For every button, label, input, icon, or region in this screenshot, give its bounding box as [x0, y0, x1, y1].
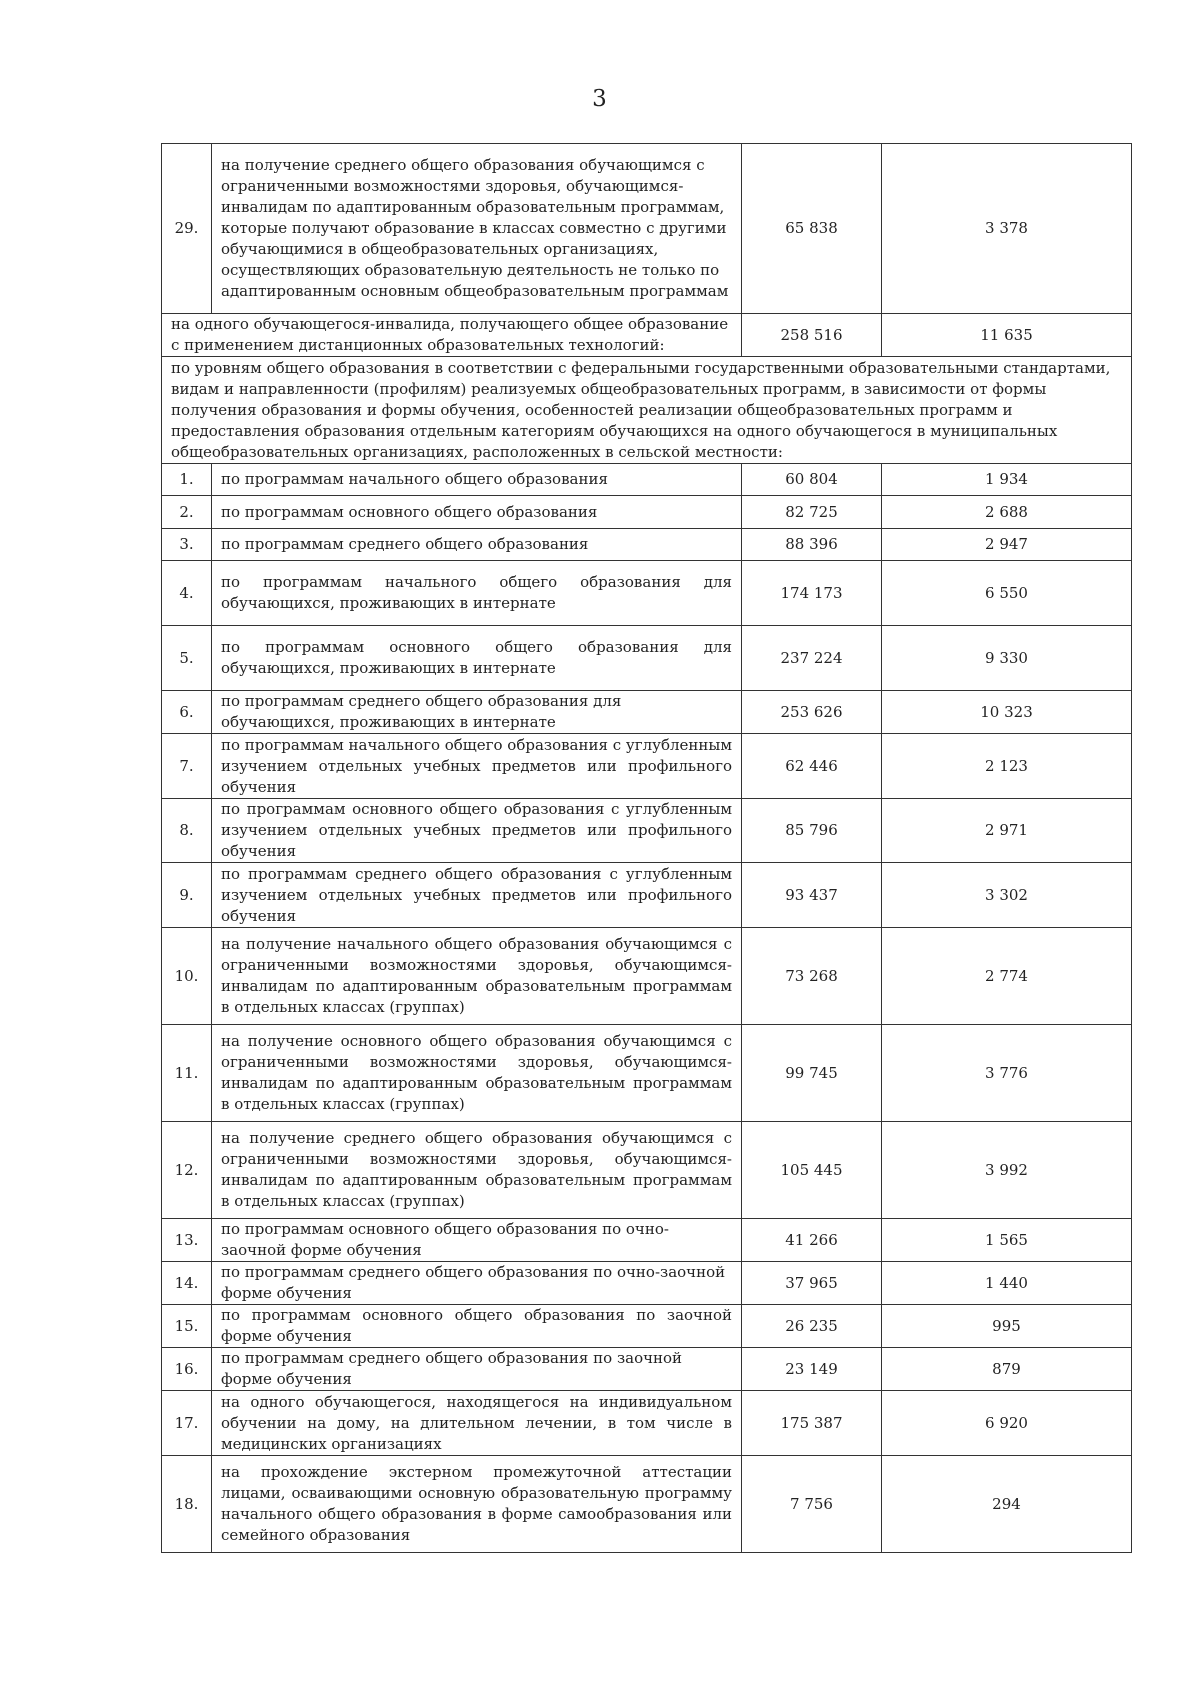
- value-col-1: 82 725: [742, 496, 882, 529]
- row-description: по программам основного общего образования по очно-заочной форме обучения: [212, 1219, 742, 1262]
- table-row: [162, 1122, 1132, 1219]
- value-col-2: 6 550: [882, 561, 1132, 626]
- row-description: на одного обучающегося, находящегося на индивидуальном обучении на дому, на длительном лечении, в том числе в медицинских организациях: [212, 1391, 742, 1456]
- value-col-1: 65 838: [742, 144, 882, 314]
- row-description: по программам начального общего образования: [212, 464, 742, 496]
- value-col-1: 258 516: [742, 314, 882, 357]
- value-col-2: 11 635: [882, 314, 1132, 357]
- value-col-1: 60 804: [742, 464, 882, 496]
- value-col-2: 3 992: [882, 1122, 1132, 1219]
- table-row: [162, 1219, 1132, 1262]
- value-col-1: 105 445: [742, 1122, 882, 1219]
- row-number: 29.: [162, 144, 212, 314]
- row-description: по программам основного общего образования с углубленным изучением отдельных учебных предметов или профильного обучения: [212, 799, 742, 863]
- value-col-2: 2 123: [882, 734, 1132, 799]
- value-col-1: 26 235: [742, 1305, 882, 1348]
- value-col-1: 237 224: [742, 626, 882, 691]
- value-col-2: 3 776: [882, 1025, 1132, 1122]
- table-row: [162, 529, 1132, 561]
- row-number: 9.: [162, 863, 212, 928]
- row-description: по программам среднего общего образования: [212, 529, 742, 561]
- value-col-1: 175 387: [742, 1391, 882, 1456]
- row-description: по программам основного общего образования по заочной форме обучения: [212, 1305, 742, 1348]
- value-col-2: 3 378: [882, 144, 1132, 314]
- row-description: по программам начального общего образования с углубленным изучением отдельных учебных предметов или профильного обучения: [212, 734, 742, 799]
- row-number: 6.: [162, 691, 212, 734]
- row-number: 13.: [162, 1219, 212, 1262]
- value-col-2: 2 774: [882, 928, 1132, 1025]
- value-col-2: 995: [882, 1305, 1132, 1348]
- value-col-2: 294: [882, 1456, 1132, 1553]
- row-description: по программам среднего общего образования по очно-заочной форме обучения: [212, 1262, 742, 1305]
- table-row: [162, 1391, 1132, 1456]
- value-col-1: 174 173: [742, 561, 882, 626]
- row-number: 4.: [162, 561, 212, 626]
- row-description: на получение среднего общего образования обучающимся с ограниченными возможностями здоровья, обучающимся-инвалидам по адаптированным образовательным программам, которые получают образование в классах совместно с другими обучающимися в общеобразовательных организациях, осуществляющих образовательную деятельность не только по адаптированным основным общеобразовательным программам: [212, 144, 742, 314]
- table-row: [162, 1348, 1132, 1391]
- value-col-2: 2 971: [882, 799, 1132, 863]
- value-col-2: 1 565: [882, 1219, 1132, 1262]
- value-col-2: 1 440: [882, 1262, 1132, 1305]
- row-description: по программам основного общего образования для обучающихся, проживающих в интернате: [212, 626, 742, 691]
- value-col-1: 88 396: [742, 529, 882, 561]
- row-number: 2.: [162, 496, 212, 529]
- row-description: по программам среднего общего образования для обучающихся, проживающих в интернате: [212, 691, 742, 734]
- row-description: по программам начального общего образования для обучающихся, проживающих в интернате: [212, 561, 742, 626]
- value-col-1: 23 149: [742, 1348, 882, 1391]
- page-number: 3: [592, 86, 608, 112]
- table-row: [162, 863, 1132, 928]
- row-number: 14.: [162, 1262, 212, 1305]
- row-description: по программам основного общего образования: [212, 496, 742, 529]
- row-number: 12.: [162, 1122, 212, 1219]
- row-number: 15.: [162, 1305, 212, 1348]
- value-col-1: 99 745: [742, 1025, 882, 1122]
- row-number: 18.: [162, 1456, 212, 1553]
- row-description: по программам среднего общего образования с углубленным изучением отдельных учебных предметов или профильного обучения: [212, 863, 742, 928]
- table-row: [162, 1456, 1132, 1553]
- row-number: 1.: [162, 464, 212, 496]
- value-col-2: 1 934: [882, 464, 1132, 496]
- table-row: [162, 1025, 1132, 1122]
- table-row: [162, 734, 1132, 799]
- value-col-1: 253 626: [742, 691, 882, 734]
- section-header-row: [162, 357, 1132, 464]
- table-row: [162, 799, 1132, 863]
- row-description: на получение начального общего образования обучающимся с ограниченными возможностями здоровья, обучающимся-инвалидам по адаптированным образовательным программам в отдельных классах (группах): [212, 928, 742, 1025]
- table-row: [162, 1305, 1132, 1348]
- value-col-2: 879: [882, 1348, 1132, 1391]
- row-description: по программам среднего общего образования по заочной форме обучения: [212, 1348, 742, 1391]
- table-row: [162, 1262, 1132, 1305]
- row-number: 11.: [162, 1025, 212, 1122]
- value-col-1: 41 266: [742, 1219, 882, 1262]
- table-row: [162, 144, 1132, 314]
- value-col-2: 10 323: [882, 691, 1132, 734]
- row-number: 8.: [162, 799, 212, 863]
- row-number: 5.: [162, 626, 212, 691]
- section-header: по уровням общего образования в соответствии с федеральными государственными образовательными стандартами, видам и направленности (профилям) реализуемых общеобразовательных программ, в зависимости от формы получения образования и формы обучения, особенностей реализации общеобразовательных программ и предоставления образования отдельным категориям обучающихся на одного обучающегося в муниципальных общеобразовательных организациях, расположенных в сельской местности:: [162, 357, 1132, 464]
- row-description: на получение среднего общего образования обучающимся с ограниченными возможностями здоровья, обучающимся-инвалидам по адаптированным образовательным программам в отдельных классах (группах): [212, 1122, 742, 1219]
- table-row: [162, 691, 1132, 734]
- row-description: на получение основного общего образования обучающимся с ограниченными возможностями здоровья, обучающимся-инвалидам по адаптированным образовательным программам в отдельных классах (группах): [212, 1025, 742, 1122]
- table-row: [162, 561, 1132, 626]
- value-col-1: 85 796: [742, 799, 882, 863]
- table-row: [162, 928, 1132, 1025]
- value-col-2: 2 688: [882, 496, 1132, 529]
- row-number: 3.: [162, 529, 212, 561]
- table-row: [162, 626, 1132, 691]
- table-row: [162, 464, 1132, 496]
- value-col-1: 93 437: [742, 863, 882, 928]
- row-description: на прохождение экстерном промежуточной аттестации лицами, осваивающими основную образовательную программу начального общего образования в форме самообразования или семейного образования: [212, 1456, 742, 1553]
- value-col-1: 73 268: [742, 928, 882, 1025]
- table-row-distance: [162, 314, 1132, 357]
- row-number: 17.: [162, 1391, 212, 1456]
- funding-table: [161, 143, 1132, 1553]
- value-col-2: 2 947: [882, 529, 1132, 561]
- row-number: 16.: [162, 1348, 212, 1391]
- table-row: [162, 496, 1132, 529]
- value-col-2: 3 302: [882, 863, 1132, 928]
- value-col-1: 7 756: [742, 1456, 882, 1553]
- value-col-1: 37 965: [742, 1262, 882, 1305]
- value-col-1: 62 446: [742, 734, 882, 799]
- value-col-2: 9 330: [882, 626, 1132, 691]
- value-col-2: 6 920: [882, 1391, 1132, 1456]
- row-number: 7.: [162, 734, 212, 799]
- row-number: 10.: [162, 928, 212, 1025]
- row-description: на одного обучающегося-инвалида, получающего общее образование с применением дистанционных образовательных технологий:: [162, 314, 742, 357]
